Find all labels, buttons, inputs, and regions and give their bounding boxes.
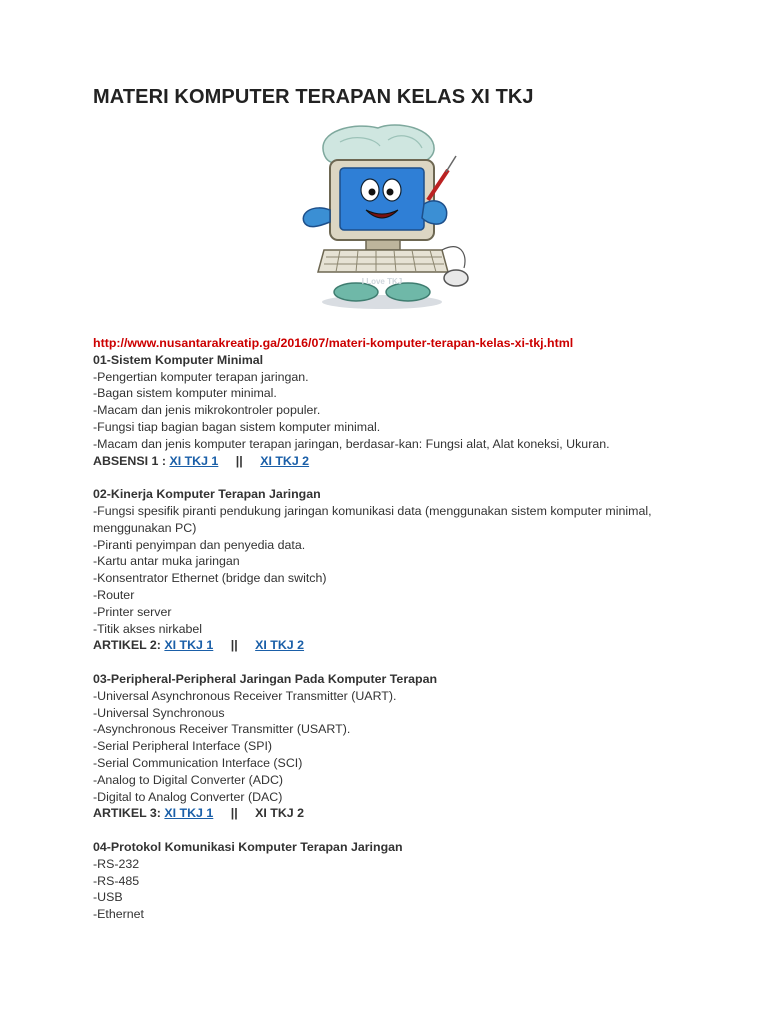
computer-mascot-icon [296,122,474,312]
list-item: -Universal Synchronous [93,705,225,720]
footer-label: ABSENSI 1 : [93,453,166,468]
page-title: MATERI KOMPUTER TERAPAN KELAS XI TKJ [93,86,534,108]
list-item: -Macam dan jenis komputer terapan jaringan, berdasar-kan: Fungsi alat, Alat koneksi, Ukuran. [93,436,610,451]
footer-label: ARTIKEL 3: [93,806,161,821]
list-item: -Bagan sistem komputer minimal. [93,386,277,401]
list-item: -Router [93,587,135,602]
list-item: -Kartu antar muka jaringan [93,554,240,569]
left-glove [303,208,330,227]
section-footer [93,805,733,822]
article-content [93,335,733,923]
link-xi-tkj-1[interactable]: XI TKJ 1 [169,453,219,468]
source-link[interactable]: http://www.nusantarakreatip.ga/2016/07/materi-komputer-terapan-kelas-xi-tkj.html [93,336,574,350]
footer-label: ARTIKEL 2: [93,638,161,653]
list-item: -Fungsi tiap bagian bagan sistem komputer minimal. [93,419,381,434]
left-pupil [369,189,376,196]
section-footer [93,637,733,654]
watermark-text: I Love TKJ [361,277,403,286]
separator: || [230,638,238,653]
link-xi-tkj-2[interactable]: XI TKJ 2 [255,638,305,653]
section-heading: 04-Protokol Komunikasi Komputer Terapan Jaringan [93,839,403,854]
list-item: -Serial Communication Interface (SCI) [93,755,303,770]
list-item: -USB [93,890,123,905]
link-xi-tkj-1[interactable]: XI TKJ 1 [164,806,214,821]
right-pupil [387,189,394,196]
right-glove [422,201,447,224]
mouse-shape [444,270,468,286]
link-xi-tkj-1[interactable]: XI TKJ 1 [164,638,214,653]
link-xi-tkj-2[interactable]: XI TKJ 2 [260,453,310,468]
list-item: -Analog to Digital Converter (ADC) [93,772,284,787]
monitor-screen [340,168,424,230]
separator: || [235,453,243,468]
monitor-stand [366,240,400,250]
label-xi-tkj-2: XI TKJ 2 [255,806,305,821]
list-item: -RS-232 [93,856,140,871]
list-item: -Printer server [93,604,172,619]
list-item: -Universal Asynchronous Receiver Transmitter (UART). [93,688,397,703]
list-item: -Fungsi spesifik piranti pendukung jaringan komunikasi data (menggunakan sistem komputer minimal, menggunakan PC) [93,503,652,535]
section-heading: 01-Sistem Komputer Minimal [93,352,264,367]
syringe-needle [446,156,456,172]
list-item: -Asynchronous Receiver Transmitter (USART). [93,722,351,737]
list-item: -Konsentrator Ethernet (bridge dan switch) [93,571,327,586]
list-item: -Pengertian komputer terapan jaringan. [93,369,309,384]
list-item: -Titik akses nirkabel [93,621,203,636]
list-item: -Macam dan jenis mikrokontroler populer. [93,403,321,418]
list-item: -Serial Peripheral Interface (SPI) [93,739,273,754]
section-footer [93,453,733,470]
section-heading: 02-Kinerja Komputer Terapan Jaringan [93,487,321,502]
separator: || [230,806,238,821]
list-item: -Digital to Analog Converter (DAC) [93,789,283,804]
list-item: -RS-485 [93,873,140,888]
section-heading: 03-Peripheral-Peripheral Jaringan Pada Komputer Terapan [93,671,438,686]
list-item: -Piranti penyimpan dan penyedia data. [93,537,306,552]
list-item: -Ethernet [93,907,144,922]
computer-mascot-svg [296,122,474,312]
